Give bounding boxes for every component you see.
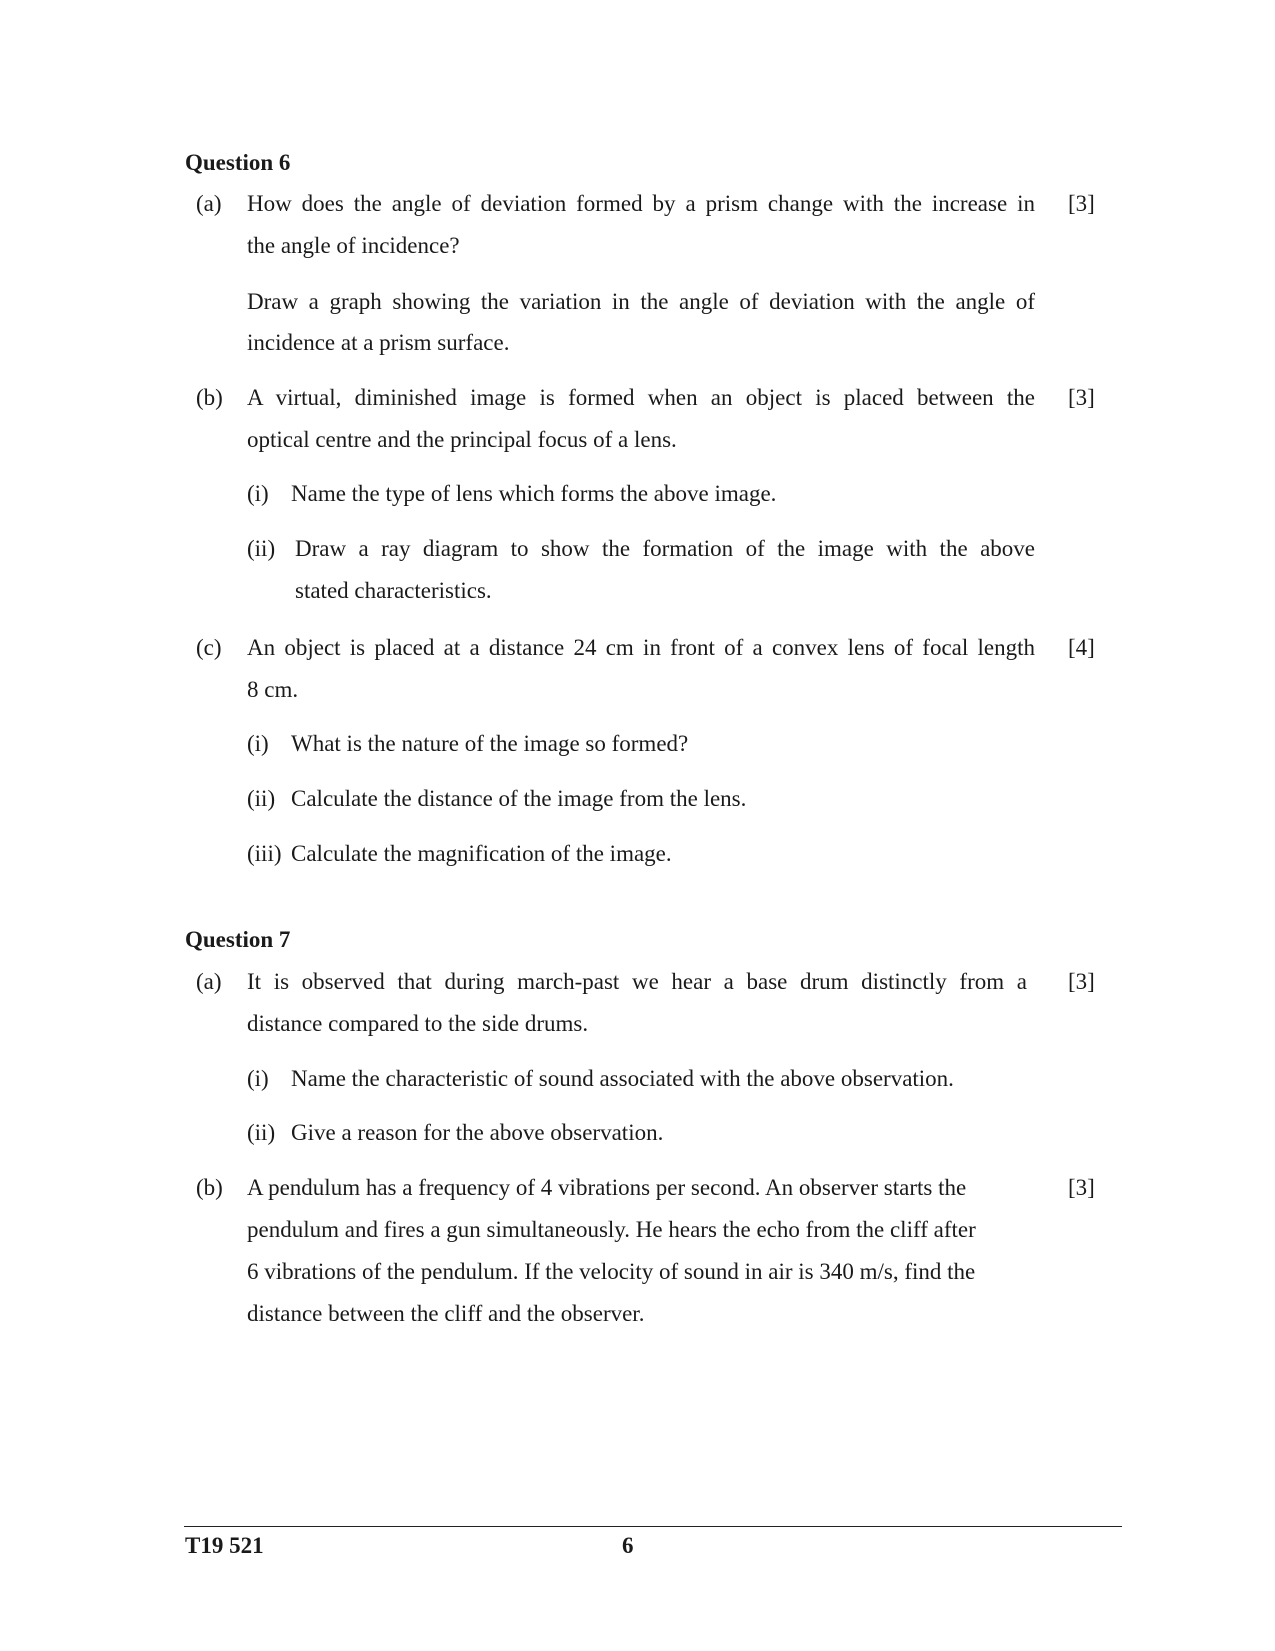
q6-b-sub-i-text: Name the type of lens which forms the above image. (291, 481, 777, 506)
q6-b-sub-ii-line-1: Draw a ray diagram to show the formation of the image with the above (295, 536, 1035, 561)
q6-part-b-marks: [3] (1068, 385, 1095, 410)
q6-part-a-label: (a) (196, 191, 222, 216)
q6-part-c-marks: [4] (1068, 635, 1095, 660)
q6-part-a-marks: [3] (1068, 191, 1095, 216)
q6-part-c-line-1: An object is placed at a distance 24 cm in front of a convex lens of focal length (247, 635, 1035, 660)
q7-part-a-line-1: It is observed that during march-past we hear a base drum distinctly from a (247, 969, 1027, 994)
footer-rule (184, 1526, 1122, 1527)
q6-b-sub-ii-label: (ii) (247, 536, 276, 561)
q6-b-sub-i-label: (i) (247, 481, 269, 506)
q7-part-b-line-2: pendulum and fires a gun simultaneously. He hears the echo from the cliff after (247, 1217, 976, 1242)
q6-part-a-extra-line-2: incidence at a prism surface. (247, 330, 510, 355)
q6-part-a-extra-line-1: Draw a graph showing the variation in the angle of deviation with the angle of (247, 289, 1035, 314)
q6-part-b-label: (b) (196, 385, 223, 410)
footer-page-number: 6 (622, 1533, 634, 1558)
q7-a-sub-i-label: (i) (247, 1066, 269, 1091)
q7-part-b-marks: [3] (1068, 1175, 1095, 1200)
footer-paper-code: T19 521 (185, 1533, 264, 1558)
q7-a-sub-i-text: Name the characteristic of sound associated with the above observation. (291, 1066, 954, 1091)
q6-part-a-line-1: How does the angle of deviation formed by a prism change with the increase in (247, 191, 1035, 216)
q6-part-a-line-2: the angle of incidence? (247, 233, 460, 258)
q6-part-b-line-1: A virtual, diminished image is formed when an object is placed between the (247, 385, 1035, 410)
question-6-title: Question 6 (185, 150, 291, 175)
q7-part-b-label: (b) (196, 1175, 223, 1200)
q6-c-sub-iii-label: (iii) (247, 841, 282, 866)
q7-part-a-marks: [3] (1068, 969, 1095, 994)
q6-c-sub-ii-text: Calculate the distance of the image from the lens. (291, 786, 747, 811)
q6-part-c-label: (c) (196, 635, 222, 660)
q6-b-sub-ii-line-2: stated characteristics. (295, 578, 492, 603)
question-7-title: Question 7 (185, 927, 291, 952)
q6-c-sub-iii-text: Calculate the magnification of the image. (291, 841, 672, 866)
q6-c-sub-i-text: What is the nature of the image so formed? (291, 731, 689, 756)
q7-a-sub-ii-text: Give a reason for the above observation. (291, 1120, 664, 1145)
q7-part-a-line-2: distance compared to the side drums. (247, 1011, 589, 1036)
q6-part-b-line-2: optical centre and the principal focus of a lens. (247, 427, 677, 452)
q7-part-b-line-3: 6 vibrations of the pendulum. If the velocity of sound in air is 340 m/s, find the (247, 1259, 976, 1284)
q7-part-b-line-1: A pendulum has a frequency of 4 vibrations per second. An observer starts the (247, 1175, 967, 1200)
q7-a-sub-ii-label: (ii) (247, 1120, 276, 1145)
q6-c-sub-i-label: (i) (247, 731, 269, 756)
q7-part-a-label: (a) (196, 969, 222, 994)
q6-part-c-line-2: 8 cm. (247, 677, 299, 702)
q7-part-b-line-4: distance between the cliff and the observer. (247, 1301, 645, 1326)
q6-c-sub-ii-label: (ii) (247, 786, 276, 811)
